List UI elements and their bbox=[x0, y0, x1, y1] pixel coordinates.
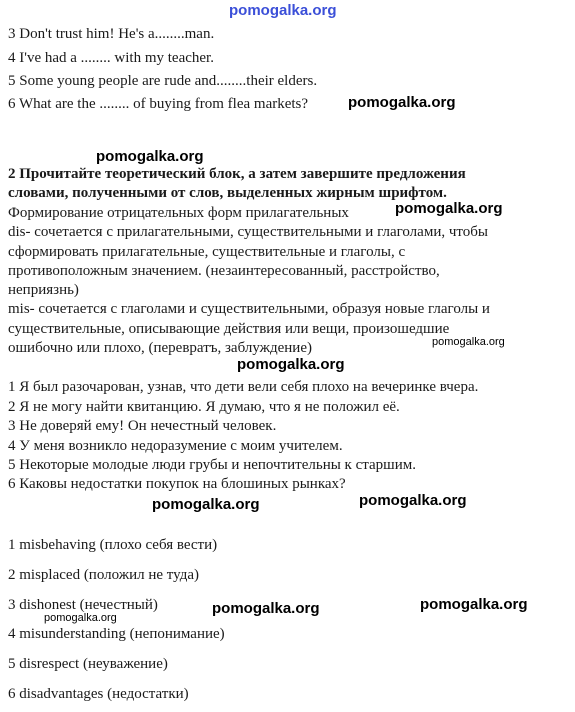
translation-line: 4 У меня возникло недоразумение с моим учителем. bbox=[8, 438, 343, 454]
answer-line: 5 disrespect (неуважение) bbox=[8, 656, 168, 672]
translation-line: 1 Я был разочарован, узнав, что дети вели себя плохо на вечеринке вчера. bbox=[8, 379, 479, 395]
theory-line: Формирование отрицательных форм прилагательных bbox=[8, 205, 349, 221]
theory-line: противоположным значением. (незаинтересованный, расстройство, bbox=[8, 263, 440, 279]
answer-line: 3 dishonest (нечестный) bbox=[8, 597, 158, 613]
theory-line: сформировать прилагательные, существительные и глаголы, с bbox=[8, 244, 406, 260]
theory-line: dis- сочетается с прилагательными, существительными и глаголами, чтобы bbox=[8, 224, 488, 240]
watermark: pomogalka.org bbox=[96, 148, 204, 165]
answer-line: 2 misplaced (положил не туда) bbox=[8, 567, 200, 583]
theory-line: существительные, описывающие действия или вещи, произошедшие bbox=[8, 321, 450, 337]
task-heading: 2 Прочитайте теоретический блок, а затем завершите предложения bbox=[8, 166, 466, 182]
exercise-line: 5 Some young people are rude and........their elders. bbox=[8, 73, 318, 89]
answer-line: 6 disadvantages (недостатки) bbox=[8, 686, 189, 702]
exercise-line: 3 Don't trust him! He's a........man. bbox=[8, 26, 215, 42]
watermark: pomogalka.org bbox=[212, 600, 320, 617]
watermark: pomogalka.org bbox=[152, 496, 260, 513]
theory-line: неприязнь) bbox=[8, 282, 79, 298]
answer-line: 1 misbehaving (плохо себя вести) bbox=[8, 537, 218, 553]
theory-line: mis- сочетается с глаголами и существительными, образуя новые глаголы и bbox=[8, 301, 490, 317]
watermark-small: pomogalka.org bbox=[432, 336, 505, 348]
exercise-line: 6 What are the ........ of buying from flea markets? bbox=[8, 96, 309, 112]
watermark: pomogalka.org bbox=[395, 200, 503, 217]
answer-line: 4 misunderstanding (непонимание) bbox=[8, 626, 225, 642]
watermark: pomogalka.org bbox=[348, 94, 456, 111]
watermark: pomogalka.org bbox=[420, 596, 528, 613]
translation-line: 2 Я не могу найти квитанцию. Я думаю, что я не положил её. bbox=[8, 399, 400, 415]
exercise-line: 4 I've had a ........ with my teacher. bbox=[8, 50, 214, 66]
watermark-top: pomogalka.org bbox=[229, 2, 337, 19]
watermark: pomogalka.org bbox=[359, 492, 467, 509]
theory-line: ошибочно или плохо, (перевратъ, заблуждение) bbox=[8, 340, 312, 356]
task-heading: словами, полученными от слов, выделенных жирным шрифтом. bbox=[8, 185, 447, 201]
translation-line: 3 Не доверяй ему! Он нечестный человек. bbox=[8, 418, 277, 434]
watermark-small: pomogalka.org bbox=[44, 612, 117, 624]
translation-line: 5 Некоторые молодые люди грубы и непочтительны к старшим. bbox=[8, 457, 416, 473]
translation-line: 6 Каковы недостатки покупок на блошиных рынках? bbox=[8, 476, 346, 492]
watermark: pomogalka.org bbox=[237, 356, 345, 373]
